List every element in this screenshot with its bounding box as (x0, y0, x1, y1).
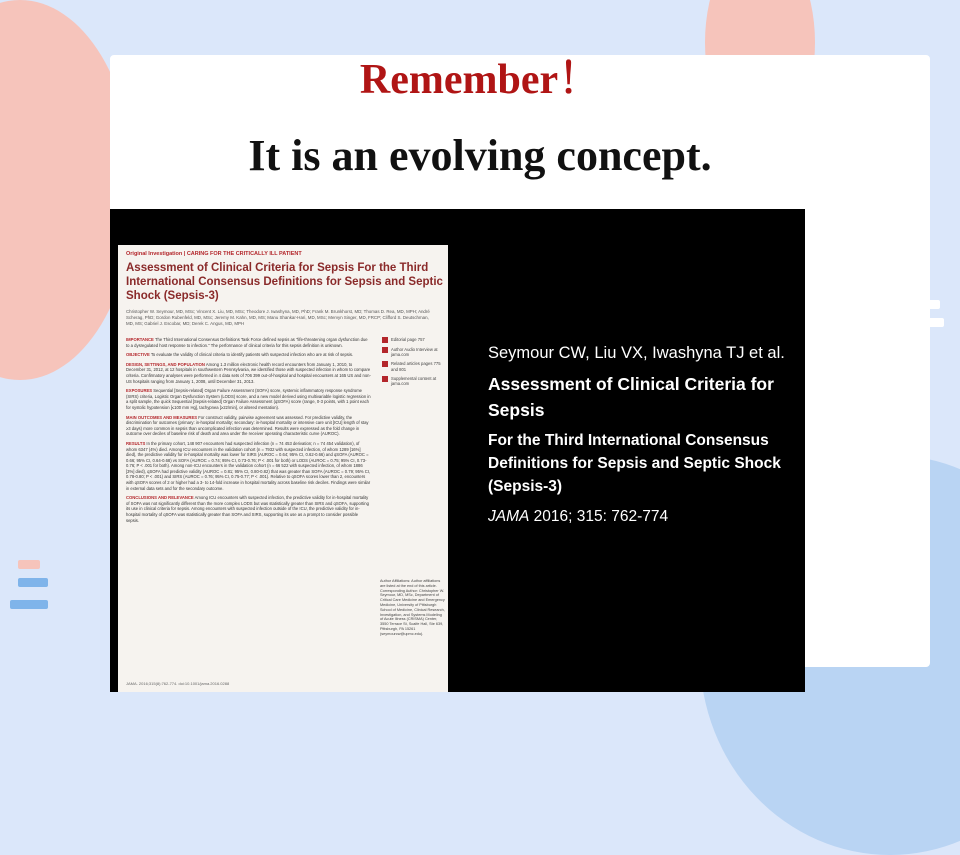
abstract-text: To evaluate the validity of clinical criteria to identify patients with suspected infection who are at risk of sepsis. (150, 352, 354, 358)
sidebar-item (382, 337, 446, 343)
sidebar-item-text: Author Audio Interview at jama.com (391, 347, 438, 358)
decor-bar-left-2 (18, 578, 48, 587)
abstract-label: RESULTS (126, 440, 146, 446)
abstract-text: For construct validity, pairwise agreement was assessed. For predictive validity, the discrimination for outcomes (primary: in-hospital mortality; secondary: in-hospital mortality or intensive care unit [ICU] length of stay ≥3 days) more common in sepsis than uncomplicated infection was determined. Results were expressed as the fold change in outcome over deciles of baseline risk of death and area under the receiver operating characteristic curve (AUROC). (126, 414, 369, 437)
abstract-text: The Third International Consensus Definitions Task Force defined sepsis as "life-threatening organ dysfunction due to a dysregulated host response to infection." The performance of clinical criteria for this sepsis definition is unknown. (126, 337, 368, 348)
decor-bar-left-3 (10, 600, 48, 609)
paper-affiliations: Author Affiliations: Author affiliations are listed at the end of this article. Corresponding Author: Christopher W. Seymour, MD, MSc, Department of Critical Care Medicine and Emergency Medicine, University of Pittsburgh School of Medicine, Clinical Research, Investigation, and Systems Modeling of Acute Illness (CRISMA) Center, 3550 Terrace St, Scaife Hall, Ste 639, Pittsburgh, PA 15261 (seymourcw@upmc.edu). (380, 579, 445, 636)
paper-footer: JAMA. 2016;315(8):762-774. doi:10.1001/jama.2016.0288 (126, 681, 230, 686)
slide-heading: Remember！ (359, 57, 601, 103)
abstract-label: DESIGN, SETTINGS, AND POPULATION (126, 361, 205, 367)
sidebar-item (382, 347, 446, 357)
paper-sidebar (382, 337, 446, 390)
abstract-text: Among 1.3 million electronic health record encounters from January 1, 2010, to December 31, 2012, at 12 hospitals in southwestern Pennsylvania, we identified those with suspected infection in whom to compare criteria. Confirmatory analyses were performed in 4 data sets of 706 399 out-of-hospital and hospital encounters at 165 US and non-US hospitals ranging from January 1, 2008, until December 31, 2013. (126, 361, 371, 384)
paper-thumbnail (118, 245, 448, 692)
sidebar-item-text: Editorial page 757 (391, 337, 425, 342)
abstract-label: OBJECTIVE (126, 352, 150, 358)
citation-title: Assessment of Clinical Criteria for Sepsis (488, 374, 774, 420)
citation-block (488, 341, 798, 528)
sidebar-item-text: Related articles pages 775 and 801 (391, 361, 441, 372)
abstract-label: IMPORTANCE (126, 337, 154, 342)
sidebar-item (382, 361, 446, 371)
abstract-label: MAIN OUTCOMES AND MEASURES (126, 414, 198, 420)
paper-title: Assessment of Clinical Criteria for Sepsis For the Third International Consensus Definitions for Sepsis and Septic Shock (Sepsis-3) (126, 262, 443, 302)
related-icon (382, 361, 388, 367)
audio-icon (382, 347, 388, 353)
abstract-section (126, 388, 371, 410)
sidebar-item (382, 376, 446, 386)
decor-bar-right-2 (918, 318, 944, 327)
citation-journal: JAMA (488, 508, 530, 525)
paper-authors: Christopher W. Seymour, MD, MSc; Vincent X. Liu, MD, MSc; Theodore J. Iwashyna, MD, PhD; Frank M. Brunkhorst, MD; Thomas D. Rea, MD, MPH; André Scherag, PhD; Gordon Rubenfeld, MD, MSc; Jeremy M. Kahn, MD, MS; Manu Shankar-Hari, MD, MSc; Mervyn Singer, MD, FRCP; Clifford S. Deutschman, MD, MS; Gabriel J. Escobar, MD; Derek C. Angus, MD, MPH (126, 309, 430, 326)
abstract-section (126, 337, 371, 348)
sidebar-item-text: Supplemental content at jama.com (391, 375, 437, 387)
abstract-label: CONCLUSIONS AND RELEVANCE (126, 495, 194, 501)
article-image-panel (110, 209, 805, 692)
supplement-icon (382, 376, 388, 382)
abstract-label: EXPOSURES (126, 388, 153, 394)
paper-abstract (126, 337, 371, 692)
decor-bar-left-1 (18, 560, 40, 569)
abstract-section (126, 415, 371, 437)
citation-subtitle: For the Third International Consensus Definitions for Sepsis and Septic Shock (Sepsis-3) (488, 432, 781, 495)
abstract-text: Among ICU encounters with suspected infection, the predictive validity for in-hospital mortality of SOFA was not significantly different than the more complex LODS but was statistically greater than SIRS and qSOFA, supporting its use in clinical criteria for sepsis. Among encounters with suspected infection outside of the ICU, the predictive validity for in-hospital mortality of qSOFA was statistically greater than SOFA and SIRS, supporting its use as a prompt to consider possible sepsis. (126, 495, 369, 523)
decor-bar-right-1 (918, 300, 940, 309)
abstract-section (126, 352, 371, 358)
abstract-text: Sequential [Sepsis-related] Organ Failure Assessment (SOFA) score, systemic inflammatory response syndrome (SIRS) criteria, Logistic Organ Dysfunction System (LODS) score, and a new model derived using multivariable logistic regression in a split sample, the quick Sequential [Sepsis-related] Organ Failure Assessment (qSOFA) score (range, 0-3 points, with 1 point each for systolic hypotension [≤100 mm Hg], tachypnea [≥22/min], or altered mentation). (126, 388, 371, 410)
slide-subheading: It is an evolving concept. (248, 131, 712, 180)
abstract-section (126, 495, 371, 523)
citation-reference (488, 506, 798, 528)
abstract-text: In the primary cohort, 148 907 encounters had suspected infection (n = 74 453 derivation; n = 74 454 validation), of whom 6347 (4%) died. Among ICU encounters in the validation cohort (n = 7932 with suspected infection, of whom 1289 [16%] died), the predictive validity for in-hospital mortality was lower for SIRS (AUROC = 0.64; 95% CI, 0.62-0.66) and qSOFA (AUROC = 0.66; 95% CI, 0.64-0.68) vs SOFA (AUROC = 0.74; 95% CI, 0.73-0.76; P < .001 for both) or LODS (AUROC = 0.75; 95% CI, 0.73-0.76; P < .001 for both). Among non-ICU encounters in the validation cohort (n = 66 522 with suspected infection, of whom 1886 [3%] died), qSOFA had predictive validity (AUROC = 0.81; 95% CI, 0.80-0.82) that was greater than SOFA (AUROC = 0.79; 95% CI, 0.78-0.80; P < .001) and SIRS (AUROC = 0.76; 95% CI, 0.75-0.77; P < .001). Relative to qSOFA scores lower than 2, encounters with qSOFA scores of 2 or higher had a 3- to 14-fold increase in hospital mortality across baseline risk deciles. Findings were similar in external data sets and for the secondary outcome. (126, 440, 371, 491)
citation-volume-pages: 2016; 315: 762-774 (529, 508, 669, 525)
paper-section-label: Original Investigation | CARING FOR THE CRITICALLY ILL PATIENT (126, 251, 302, 257)
editorial-icon (382, 337, 388, 343)
abstract-section (126, 362, 371, 384)
citation-authors: Seymour CW, Liu VX, Iwashyna TJ et al. (488, 344, 785, 362)
abstract-section (126, 441, 371, 491)
